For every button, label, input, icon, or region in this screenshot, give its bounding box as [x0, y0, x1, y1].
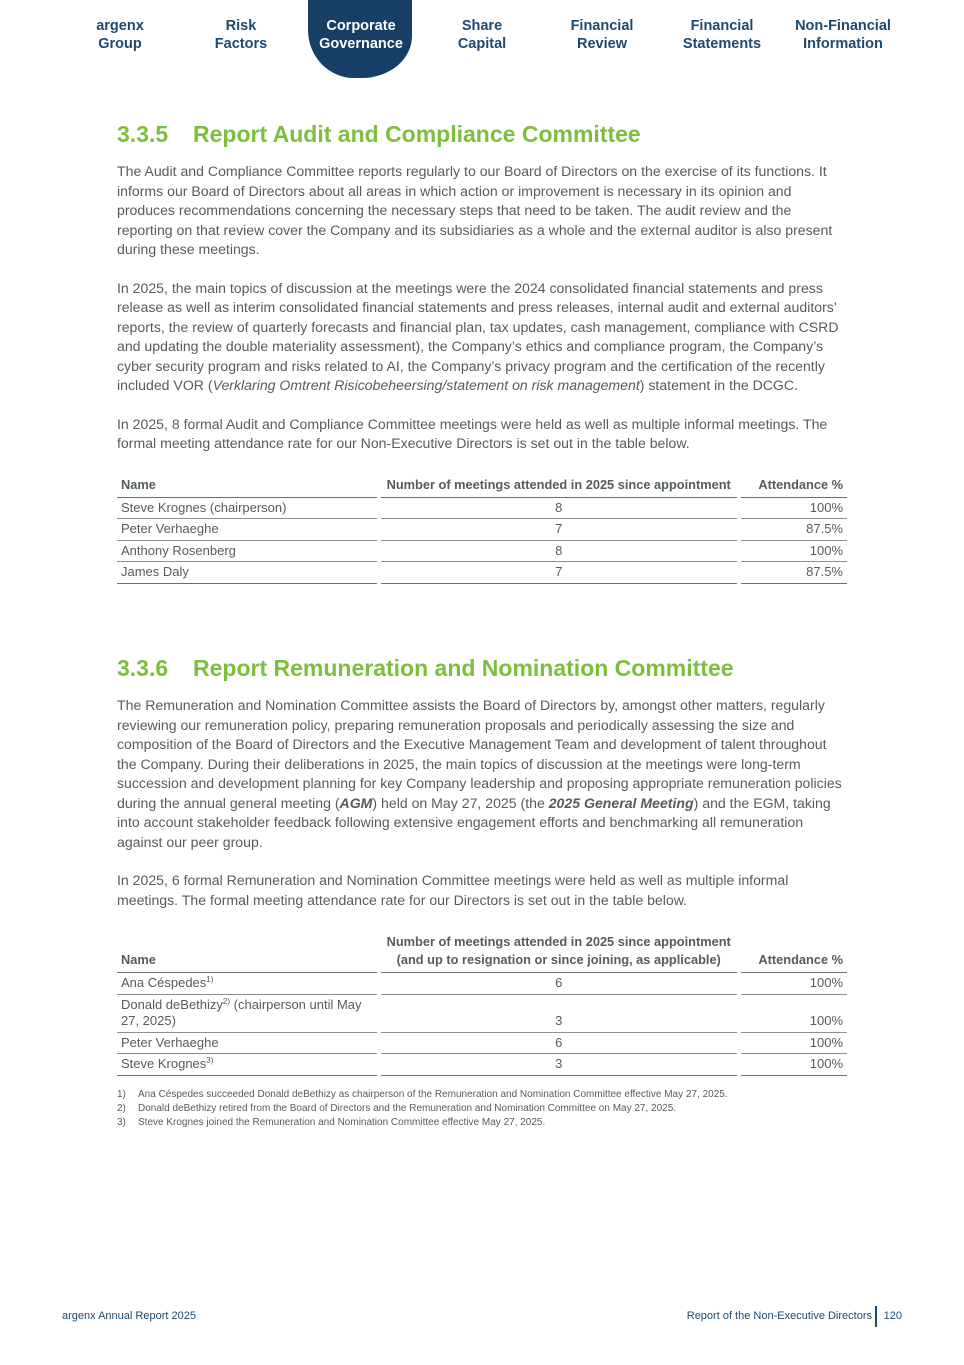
- nav-tab-line2: Statements: [682, 36, 762, 52]
- section-title: Report Remuneration and Nomination Committee: [193, 655, 734, 681]
- footnote-ref: 2): [222, 996, 231, 1006]
- audit-p2-text-end: ) statement in the DCGC.: [639, 377, 798, 393]
- person-name: Peter Verhaeghe: [121, 1034, 219, 1050]
- col-header-meetings: Number of meetings attended in 2025 since appointment: [381, 476, 737, 498]
- table-row: [117, 1033, 847, 1055]
- footnotes: [117, 1088, 847, 1130]
- table-header-row: [117, 476, 847, 498]
- section-title: Report Audit and Compliance Committee: [193, 121, 641, 147]
- cell-meetings: 7: [381, 519, 737, 541]
- person-role: (chairperson until May 27, 2025): [121, 996, 362, 1028]
- cell-name: [117, 1033, 377, 1055]
- audit-attendance-table: [113, 476, 851, 584]
- nav-tab-non-financial-information[interactable]: [793, 17, 893, 53]
- rem-p1-text-mid: ) held on May 27, 2025 (the: [372, 794, 549, 811]
- table-row: [117, 498, 847, 520]
- table-row: [117, 562, 847, 584]
- page-number: 120: [883, 1310, 902, 1322]
- cell-meetings: 8: [381, 541, 737, 563]
- page-footer: [62, 1306, 902, 1328]
- nav-tab-line2: Review: [577, 36, 627, 52]
- table-header-row: [117, 933, 847, 973]
- col-header-meetings: Number of meetings attended in 2025 since appointment (and up to resignation or since joining, as applicable): [381, 933, 737, 973]
- col-header-attendance: Attendance %: [741, 476, 847, 498]
- footnote-ref: 3): [206, 1056, 214, 1065]
- nav-tab-line1: Share: [461, 18, 503, 34]
- nav-tab-line1: Financial: [570, 18, 634, 34]
- footnote-ref: 1): [206, 975, 214, 984]
- col-header-name: Name: [117, 476, 377, 498]
- nav-tab-risk-factors[interactable]: [191, 17, 291, 53]
- rem-p1-text-end: ) and the EGM, taking into account stakeholder feedback following extensive engagement efforts and benchmarking all remuneration against our peer group.: [117, 794, 831, 850]
- footnote: [117, 1088, 847, 1102]
- cell-attendance: 100%: [741, 1033, 847, 1055]
- nav-tab-line1: Corporate: [326, 18, 396, 34]
- cell-name: [117, 995, 377, 1033]
- audit-paragraph-1: The Audit and Compliance Committee reports regularly to our Board of Directors on the exercise of its functions. It informs our Board of Directors about all areas in which action or improvement is necessary in its opinion and produces recommendations concerning the necessary steps that need to be taken. The audit review and the reporting on that review cover the Company and its subsidiaries as a whole and the external auditor is also present during these meetings.: [117, 163, 833, 257]
- nav-tab-line1: Financial: [690, 18, 754, 34]
- nav-tab-line2: Information: [803, 36, 883, 52]
- nav-tab-line1: Risk: [225, 18, 257, 34]
- footnote-number: 3): [117, 1116, 126, 1128]
- table-row: [117, 519, 847, 541]
- footnote-text: Ana Céspedes succeeded Donald deBethizy as chairperson of the Remuneration and Nomination Committee effective May 27, 2025.: [138, 1088, 728, 1100]
- cell-attendance: 100%: [741, 1054, 847, 1076]
- nav-tab-share-capital[interactable]: [432, 17, 532, 53]
- person-name: Donald deBethizy: [121, 996, 223, 1012]
- cell-meetings: 6: [381, 973, 737, 995]
- nav-tab-financial-statements[interactable]: [672, 17, 772, 53]
- audit-p2-text: In 2025, the main topics of discussion at the meetings were the 2024 consolidated financial statements and press release as well as interim consolidated financial statements and press releases, internal audit and external auditors’ reports, the review of quarterly forecasts and financial plan, tax updates, cash management, compliance with CSRD and updating the double materiality assessment), the Company’s ethics and compliance program, the Company’s cyber security program and risks related to AI, the Company’s privacy program and the certification of the recently included VOR (: [117, 279, 839, 393]
- footnote-text: Donald deBethizy retired from the Board of Directors and the Remuneration and Nomination Committee on May 27, 2025.: [138, 1102, 677, 1114]
- general-meeting-term: 2025 General Meeting: [548, 794, 694, 811]
- audit-section-heading: [117, 120, 847, 148]
- footer-section-link[interactable]: Report of the Non-Executive Directors: [686, 1310, 872, 1322]
- footer-divider: [875, 1306, 877, 1327]
- top-navigation: [60, 0, 904, 80]
- cell-attendance: 87.5%: [741, 562, 847, 584]
- cell-name: [117, 1054, 377, 1076]
- footnote-number: 1): [117, 1088, 126, 1100]
- section-number: 3.3.6: [117, 655, 169, 681]
- table-row: [117, 541, 847, 563]
- footnote-text: Steve Krognes joined the Remuneration and Nomination Committee effective May 27, 2025.: [138, 1116, 546, 1128]
- table-row: [117, 995, 847, 1033]
- cell-attendance: 100%: [741, 498, 847, 520]
- audit-paragraph-3: In 2025, 8 formal Audit and Compliance Committee meetings were held as well as multiple informal meetings. The formal meeting attendance rate for our Non-Executive Directors is set out in the table below.: [117, 415, 828, 451]
- cell-attendance: 100%: [741, 541, 847, 563]
- cell-meetings: 7: [381, 562, 737, 584]
- nav-tab-argenx-group[interactable]: [70, 17, 170, 53]
- col-header-name: Name: [117, 933, 377, 973]
- footer-report-title: argenx Annual Report 2025: [62, 1310, 196, 1322]
- table-row: [117, 1054, 847, 1076]
- table-row: [117, 973, 847, 995]
- cell-name: Steve Krognes (chairperson): [117, 498, 377, 520]
- footnote-number: 2): [117, 1102, 126, 1114]
- footnote: [117, 1102, 847, 1116]
- cell-attendance: 100%: [741, 973, 847, 995]
- nav-tab-line1: Non-Financial: [795, 18, 891, 34]
- audit-paragraph-2: [117, 279, 847, 396]
- remuneration-paragraph-2: In 2025, 6 formal Remuneration and Nomination Committee meetings were held as well as multiple informal meetings. The formal meeting attendance rate for our Directors is set out in the table below.: [117, 872, 789, 908]
- section-number: 3.3.5: [117, 121, 169, 147]
- vor-italic-term: Verklaring Omtrent Risicobeheersing/statement on risk management: [212, 377, 640, 393]
- remuneration-committee-section: [117, 654, 847, 1130]
- cell-meetings: 3: [381, 1054, 737, 1076]
- nav-tab-financial-review[interactable]: [552, 17, 652, 53]
- nav-tab-corporate-governance[interactable]: [311, 17, 411, 53]
- agm-term: AGM: [339, 794, 373, 811]
- cell-attendance: 100%: [741, 995, 847, 1033]
- cell-attendance: 87.5%: [741, 519, 847, 541]
- rem-p1-text: The Remuneration and Nomination Committee assists the Board of Directors by, amongst other matters, regularly reviewing our remuneration policy, preparing remuneration proposals and periodically assessing the size and composition of the Board of Directors and the Executive Management Team and development of talent throughout the Company. During their deliberations in 2025, the main topics of discussion at the meetings were long-term succession and development planning for key Company leadership and proposing appropriate remuneration policies during the annual general meeting (: [117, 697, 842, 811]
- col-header-attendance: Attendance %: [741, 933, 847, 973]
- remuneration-attendance-table: [113, 933, 851, 1076]
- nav-tab-line2: Factors: [214, 36, 268, 52]
- person-name: Steve Krognes: [121, 1056, 207, 1071]
- cell-name: Peter Verhaeghe: [117, 519, 377, 541]
- audit-committee-section: [117, 120, 847, 584]
- remuneration-section-heading: [117, 654, 847, 682]
- cell-name: [117, 973, 377, 995]
- nav-tab-line2: Capital: [457, 36, 507, 52]
- cell-meetings: 8: [381, 498, 737, 520]
- person-name: Ana Céspedes: [121, 975, 207, 990]
- remuneration-paragraph-1: [117, 696, 847, 852]
- cell-name: Anthony Rosenberg: [117, 541, 377, 563]
- cell-meetings: 6: [381, 1033, 737, 1055]
- nav-tab-line1: argenx: [96, 18, 144, 34]
- cell-name: James Daly: [117, 562, 377, 584]
- nav-tab-line2: Governance: [319, 36, 403, 52]
- cell-meetings: 3: [381, 995, 737, 1033]
- footnote: [117, 1116, 847, 1130]
- nav-tab-line2: Group: [98, 36, 142, 52]
